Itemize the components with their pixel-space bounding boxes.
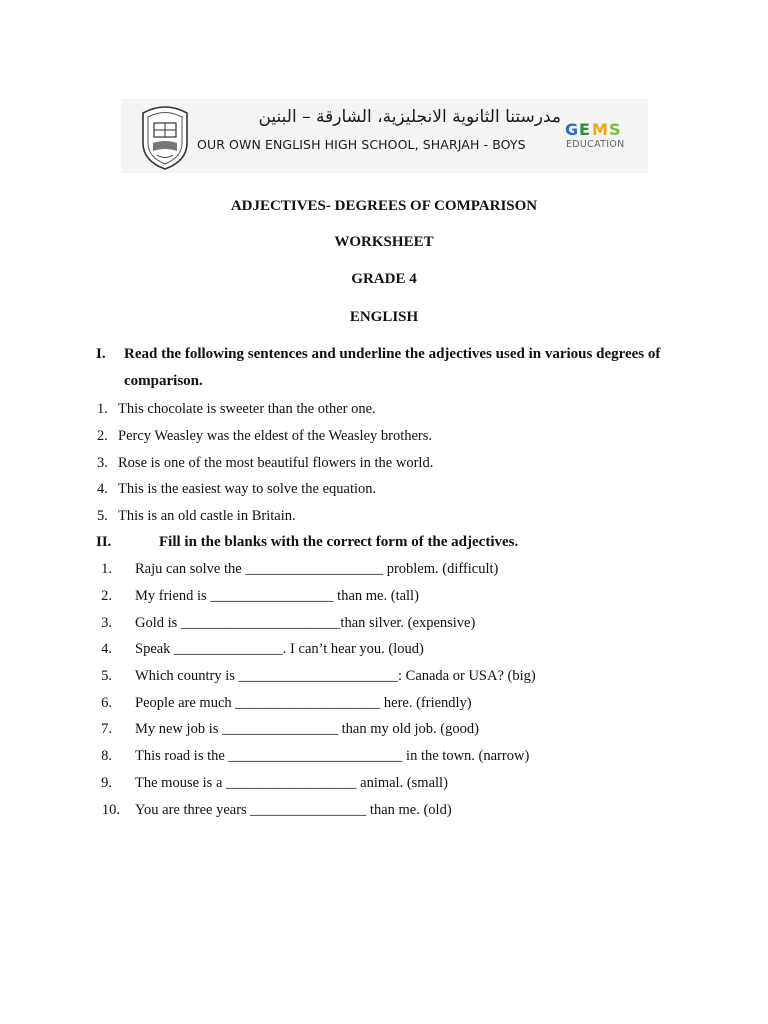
list-item-number: 2.: [101, 588, 112, 604]
list-item: Rose is one of the most beautiful flowers in the world.: [118, 455, 434, 471]
svg-text:M: M: [592, 121, 608, 137]
list-item: Percy Weasley was the eldest of the Weasley brothers.: [118, 428, 433, 444]
list-item-number: 6.: [101, 695, 112, 711]
section-2-instruction: Fill in the blanks with the correct form of the adjectives.: [159, 534, 519, 550]
list-item: This road is the ________________________ in the town. (narrow): [135, 748, 530, 764]
gems-education-label: EDUCATION: [566, 139, 625, 150]
list-item-number: 10.: [101, 802, 120, 818]
list-item: Gold is ______________________than silver. (expensive): [135, 615, 476, 631]
gems-logo: [565, 121, 629, 137]
list-item: You are three years ________________ than me. (old): [135, 802, 452, 818]
list-item-number: 5.: [101, 668, 112, 684]
svg-text:S: S: [609, 121, 621, 137]
list-item: Which country is ______________________: Canada or USA? (big): [135, 668, 536, 684]
list-item: This is an old castle in Britain.: [118, 508, 296, 524]
list-item: My new job is ________________ than my old job. (good): [135, 721, 479, 737]
list-item-number: 7.: [101, 721, 112, 737]
list-item: This chocolate is sweeter than the other one.: [118, 401, 376, 417]
svg-text:G: G: [565, 121, 579, 137]
list-item-number: 1.: [101, 561, 112, 577]
school-header-banner: [121, 99, 648, 173]
list-item-number: 9.: [101, 775, 112, 791]
section-1-instruction-cont: comparison.: [124, 373, 203, 389]
worksheet-subject: ENGLISH: [349, 309, 419, 325]
list-item-number: 4.: [97, 481, 108, 497]
school-name-arabic: مدرستنا الثانوية الانجليزية، الشارقة – البنين: [258, 107, 561, 127]
list-item-number: 3.: [101, 615, 112, 631]
list-item: People are much ____________________ here. (friendly): [135, 695, 472, 711]
list-item-number: 3.: [97, 455, 108, 471]
school-crest-logo: [137, 103, 193, 171]
section-1-numeral: I.: [96, 346, 106, 362]
list-item: Speak _______________. I can’t hear you. (loud): [135, 641, 424, 657]
list-item: Raju can solve the ___________________ problem. (difficult): [135, 561, 499, 577]
list-item: The mouse is a __________________ animal. (small): [135, 775, 448, 791]
worksheet-type: WORKSHEET: [334, 234, 434, 250]
list-item-number: 5.: [97, 508, 108, 524]
worksheet-topic: ADJECTIVES- DEGREES OF COMPARISON: [230, 198, 538, 214]
list-item-number: 8.: [101, 748, 112, 764]
section-2-numeral: II.: [96, 534, 112, 550]
list-item-number: 1.: [97, 401, 108, 417]
svg-text:E: E: [579, 121, 590, 137]
list-item: This is the easiest way to solve the equation.: [118, 481, 377, 497]
list-item: My friend is _________________ than me. (tall): [135, 588, 419, 604]
list-item-number: 2.: [97, 428, 108, 444]
worksheet-grade: GRADE 4: [351, 271, 417, 287]
school-name-english: OUR OWN ENGLISH HIGH SCHOOL, SHARJAH - BOYS: [197, 137, 526, 152]
section-1-instruction: Read the following sentences and underline the adjectives used in various degrees of: [124, 346, 661, 362]
list-item-number: 4.: [101, 641, 112, 657]
